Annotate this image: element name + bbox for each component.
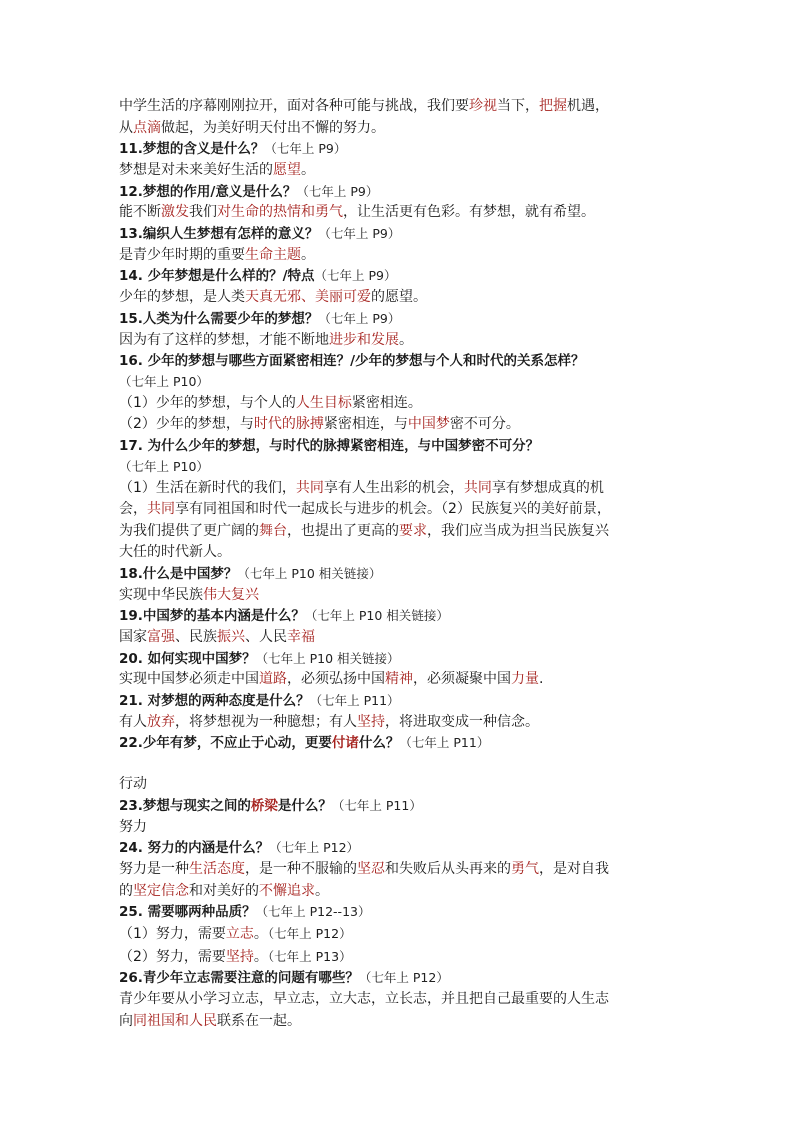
highlight: 要求	[399, 522, 427, 539]
answer-text: （2）努力，需要	[119, 948, 226, 965]
answer-11	[119, 160, 679, 182]
highlight: 人生目标	[295, 394, 352, 411]
highlight: 不懈追求	[259, 882, 315, 899]
page-reference: （七年上 P9）	[314, 268, 397, 284]
answer-text: 行动	[119, 776, 147, 793]
highlight: 坚持	[357, 713, 385, 730]
answer-17-line-2	[119, 499, 679, 521]
answer-25-1	[119, 923, 679, 946]
question-11	[119, 139, 679, 160]
question-22	[119, 733, 679, 754]
question-17	[119, 436, 679, 457]
highlight: 立志	[225, 926, 254, 943]
highlight: 激发	[161, 204, 189, 221]
answer-text: 和失败后从头再来的	[385, 861, 511, 878]
question-text: 是什么？	[277, 797, 332, 814]
highlight: 同祖国和人民	[133, 1012, 217, 1029]
answer-text: 。	[399, 331, 413, 348]
question-text: 24. 努力的内涵是什么？	[119, 840, 270, 857]
question-text: 15.人类为什么需要少年的梦想？	[119, 310, 319, 327]
answer-text: 。	[315, 882, 329, 899]
page-reference: （七年上 P11）	[399, 735, 490, 751]
question-text: 20. 如何实现中国梦？	[119, 650, 256, 667]
question-text: 21. 对梦想的两种态度是什么？	[119, 693, 310, 710]
highlight: 珍视	[469, 98, 497, 114]
answer-text: ，将进取变成一种信念。	[385, 713, 539, 730]
answer-text: 享有人生出彩的机会，	[323, 479, 464, 496]
answer-18	[119, 585, 679, 607]
question-21	[119, 691, 679, 712]
answer-25-2	[119, 946, 679, 969]
answer-text: 会，	[119, 501, 147, 518]
answer-text: 大任的时代新人。	[119, 544, 231, 561]
page-reference: （七年上 P9）	[296, 183, 379, 199]
question-text: 17. 为什么少年的梦想，与时代的脉搏紧密相连，与中国梦密不可分？	[119, 437, 540, 454]
answer-text: （2）少年的梦想，与	[119, 416, 254, 433]
highlight: 舞台	[259, 522, 287, 539]
answer-16-2	[119, 414, 679, 436]
answer-text: ，也提出了更高的	[287, 522, 399, 539]
page-reference: （七年上 P11）	[309, 693, 400, 709]
answer-text: 。	[253, 948, 268, 965]
highlight: 力量	[511, 671, 539, 688]
highlight: 振兴	[217, 629, 245, 646]
spacer	[119, 754, 679, 774]
page-reference: （七年上 P13）	[267, 948, 352, 964]
question-text: 11.梦想的含义是什么？	[119, 141, 265, 158]
answer-text: 实现中国梦必须走中国	[119, 671, 259, 688]
highlight: 共同	[295, 479, 324, 496]
highlight: 时代的脉搏	[253, 416, 324, 433]
page-reference: （七年上 P12）	[358, 970, 449, 986]
highlight: 坚忍	[357, 861, 385, 878]
answer-text: 实现中华民族	[119, 586, 203, 603]
highlight: 天真无邪、美丽可爱	[245, 289, 371, 306]
question-text: 12.梦想的作用/意义是什么？	[119, 183, 297, 200]
answer-21	[119, 712, 679, 734]
answer-text: 、民族	[175, 629, 217, 646]
page-reference: （七年上 P9）	[318, 225, 401, 241]
answer-text: 努力是一种	[119, 861, 189, 878]
highlight: 放弃	[147, 713, 175, 730]
intro-line-2	[119, 118, 679, 140]
highlight: 付诸	[331, 735, 359, 752]
highlight: 生活态度	[189, 861, 245, 878]
highlight: 点滴	[133, 119, 161, 136]
answer-text: 联系在一起。	[217, 1012, 301, 1029]
highlight: 幸福	[287, 629, 315, 646]
highlight: 富强	[147, 629, 175, 646]
answer-text: 享有同祖国和时代一起成长与进步的机会。（2）民族复兴的美好前景，	[175, 501, 611, 518]
question-20	[119, 649, 679, 670]
highlight: 对生命的热情和勇气	[217, 204, 343, 221]
page-reference: （七年上 P9）	[318, 310, 401, 326]
page-reference: （七年上 P11）	[331, 797, 422, 813]
answer-text: ，让生活更有色彩。有梦想，就有希望。	[343, 204, 595, 221]
question-15	[119, 309, 679, 330]
question-text: 25. 需要哪两种品质？	[119, 904, 256, 921]
answer-19	[119, 627, 679, 649]
question-13	[119, 224, 679, 245]
intro-text: 中学生活的序幕刚刚拉开，面对各种可能与挑战，我们要	[119, 98, 469, 114]
page-reference: （七年上 P12）	[269, 840, 360, 856]
question-text: 18.什么是中国梦？	[119, 565, 238, 582]
highlight: 愿望	[273, 161, 301, 178]
answer-text: .	[539, 671, 544, 688]
highlight: 共同	[463, 479, 492, 496]
question-17-ref	[119, 457, 679, 478]
intro-line-1	[119, 96, 679, 118]
answer-text: 青少年要从小学习立志，早立志，立大志，立长志，并且把自己最重要的人生志	[119, 991, 609, 1007]
intro-text: 做起，为美好明天付出不懈的努力。	[161, 119, 385, 136]
answer-17-line-4	[119, 542, 679, 564]
answer-text: 密不可分。	[449, 416, 520, 433]
highlight: 精神	[385, 671, 413, 688]
question-18	[119, 564, 679, 585]
highlight: 中国梦	[407, 416, 450, 433]
question-text: 什么？	[358, 735, 400, 752]
answer-text: 和对美好的	[189, 882, 259, 899]
answer-text: 紧密相连。	[351, 394, 422, 411]
answer-text: 享有梦想成真的机	[491, 479, 604, 496]
question-19	[119, 606, 679, 627]
answer-26-line-1	[119, 989, 679, 1011]
page-reference: （七年上 P12）	[267, 926, 352, 942]
page-reference: （七年上 P12--13）	[255, 904, 371, 920]
question-text: 23.梦想与现实之间的	[119, 797, 251, 814]
answer-text: ，我们应当成为担当民族复兴	[427, 522, 609, 539]
highlight: 勇气	[511, 861, 539, 878]
answer-text: 向	[119, 1012, 133, 1029]
question-text: 16. 少年的梦想与哪些方面紧密相连？/少年的梦想与个人和时代的关系怎样？	[119, 353, 585, 370]
question-text: 19.中国梦的基本内涵是什么？	[119, 608, 305, 625]
highlight: 生命主题	[245, 246, 301, 263]
question-text: 13.编织人生梦想有怎样的意义？	[119, 225, 319, 242]
document-page	[119, 96, 679, 1032]
answer-text: 努力	[119, 818, 147, 835]
answer-text: 、人民	[245, 629, 287, 646]
answer-text: ，是一种不服输的	[245, 861, 357, 878]
question-26	[119, 968, 679, 989]
answer-26-line-2	[119, 1011, 679, 1033]
answer-23	[119, 817, 679, 839]
highlight: 共同	[147, 501, 175, 518]
page-reference: （七年上 P10 相关链接）	[255, 650, 400, 666]
answer-17-line-1	[119, 478, 679, 500]
answer-text: 的愿望。	[371, 289, 427, 306]
answer-22	[119, 774, 679, 796]
answer-20	[119, 669, 679, 691]
answer-text: ，是对自我	[539, 861, 609, 878]
answer-15	[119, 330, 679, 352]
highlight: 伟大复兴	[203, 586, 259, 603]
question-14	[119, 266, 679, 287]
highlight: 把握	[539, 98, 567, 114]
question-23	[119, 796, 679, 817]
question-16	[119, 351, 679, 372]
highlight: 道路	[259, 671, 287, 688]
answer-text: 少年的梦想，是人类	[119, 289, 245, 306]
answer-text: 。	[253, 926, 268, 943]
answer-17-line-3	[119, 521, 679, 543]
answer-12	[119, 202, 679, 224]
answer-text: 紧密相连，与	[323, 416, 408, 433]
answer-text: 有人	[119, 713, 147, 730]
answer-text: 因为有了这样的梦想，才能不断地	[119, 331, 329, 348]
highlight: 坚定信念	[133, 882, 189, 899]
page-reference: （七年上 P10）	[119, 458, 209, 474]
intro-text: 从	[119, 119, 133, 136]
answer-16-1	[119, 393, 679, 415]
answer-text: ，必须凝聚中国	[413, 671, 511, 688]
answer-24-line-2	[119, 881, 679, 903]
answer-text: ，必须弘扬中国	[287, 671, 385, 688]
question-12	[119, 182, 679, 203]
question-text: 14. 少年梦想是什么样的？/特点	[119, 268, 315, 285]
question-text: 22.少年有梦，不应止于心动，更要	[119, 735, 332, 752]
question-25	[119, 902, 679, 923]
answer-text: （1）生活在新时代的我们，	[119, 479, 296, 496]
answer-14	[119, 287, 679, 309]
answer-text: 能不断	[119, 204, 161, 221]
answer-text: 为我们提供了更广阔的	[119, 522, 259, 539]
highlight: 桥梁	[250, 797, 278, 814]
page-reference: （七年上 P10 相关链接）	[304, 608, 449, 624]
highlight: 进步和发展	[329, 331, 399, 348]
question-24	[119, 838, 679, 859]
answer-24-line-1	[119, 859, 679, 881]
answer-text: 我们	[189, 204, 217, 221]
answer-text: 。	[301, 161, 315, 178]
answer-text: ，将梦想视为一种臆想；有人	[175, 713, 357, 730]
answer-13	[119, 245, 679, 267]
answer-text: 梦想是对未来美好生活的	[119, 161, 273, 178]
answer-text: （1）努力，需要	[119, 926, 226, 943]
page-reference: （七年上 P10 相关链接）	[237, 565, 382, 581]
answer-text: （1）少年的梦想，与个人的	[119, 394, 296, 411]
intro-text: 机遇，	[567, 98, 609, 114]
answer-text: 。	[301, 246, 315, 263]
highlight: 坚持	[225, 948, 254, 965]
answer-text: 是青少年时期的重要	[119, 246, 245, 263]
question-text: 26.青少年立志需要注意的问题有哪些？	[119, 970, 359, 987]
question-16-ref	[119, 372, 679, 393]
intro-text: 当下，	[497, 98, 539, 114]
page-reference: （七年上 P10）	[119, 373, 209, 389]
answer-text: 国家	[119, 629, 147, 646]
answer-text: 的	[119, 882, 133, 899]
page-reference: （七年上 P9）	[264, 141, 347, 157]
